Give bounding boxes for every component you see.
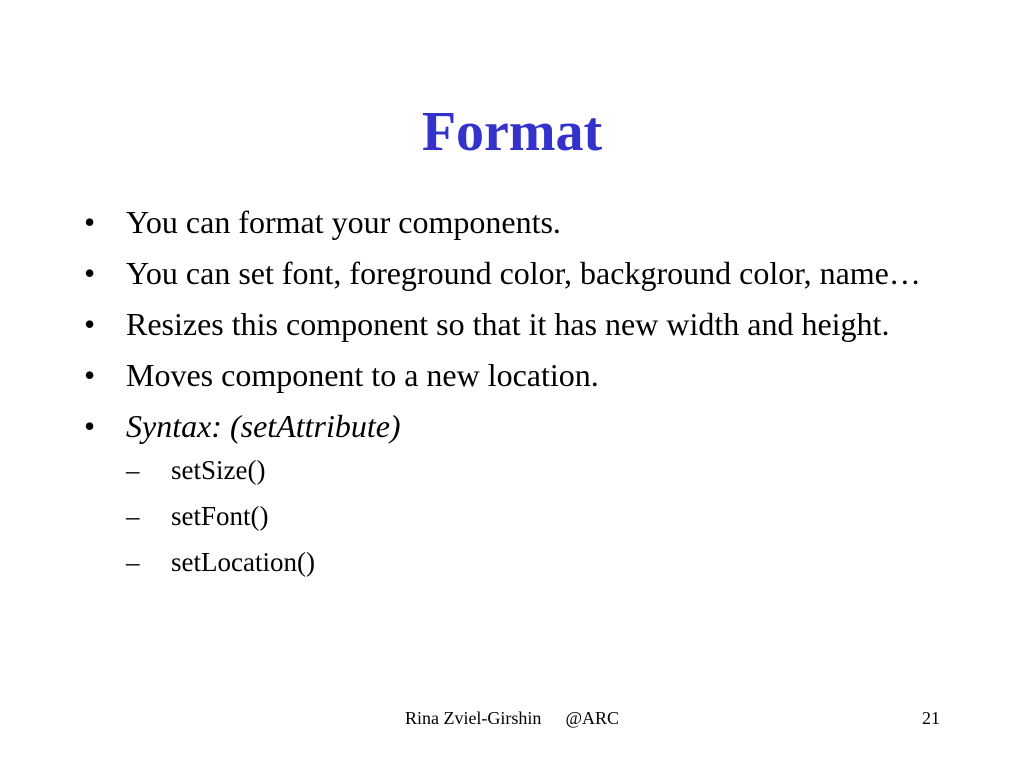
footer-author: Rina Zviel-Girshin [404,708,542,728]
slide-title: Format [421,101,603,163]
footer-credit [0,707,1024,729]
bullet-text: You can set font, foreground color, background color, name… [126,255,921,291]
bullet-text: Resizes this component so that it has new width and height. [126,306,890,342]
bullet-text: You can format your components. [126,204,561,240]
bullet-text: Syntax: (setAttribute) [126,408,401,444]
bullet-item [84,200,924,244]
bullet-marker: • [84,357,96,393]
sub-item-text: setFont() [171,501,269,531]
sub-item-text: setLocation() [171,547,315,577]
bullet-marker: • [84,306,96,342]
bullet-item [84,302,924,346]
footer-org: @ARC [565,708,620,728]
bullet-marker: • [84,408,96,444]
sub-item [126,544,924,580]
dash-marker: – [126,547,140,577]
dash-marker: – [126,455,140,485]
sub-list [126,452,924,580]
sub-item-text: setSize() [171,455,266,485]
page-number: 21 [922,708,940,728]
sub-item [126,498,924,534]
sub-item [126,452,924,488]
bullet-text: Moves component to a new location. [126,357,599,393]
bullet-marker: • [84,204,96,240]
bullet-marker: • [84,255,96,291]
bullet-item [84,251,924,295]
bullet-item [84,404,924,580]
dash-marker: – [126,501,140,531]
bullet-list [84,200,924,590]
bullet-item [84,353,924,397]
